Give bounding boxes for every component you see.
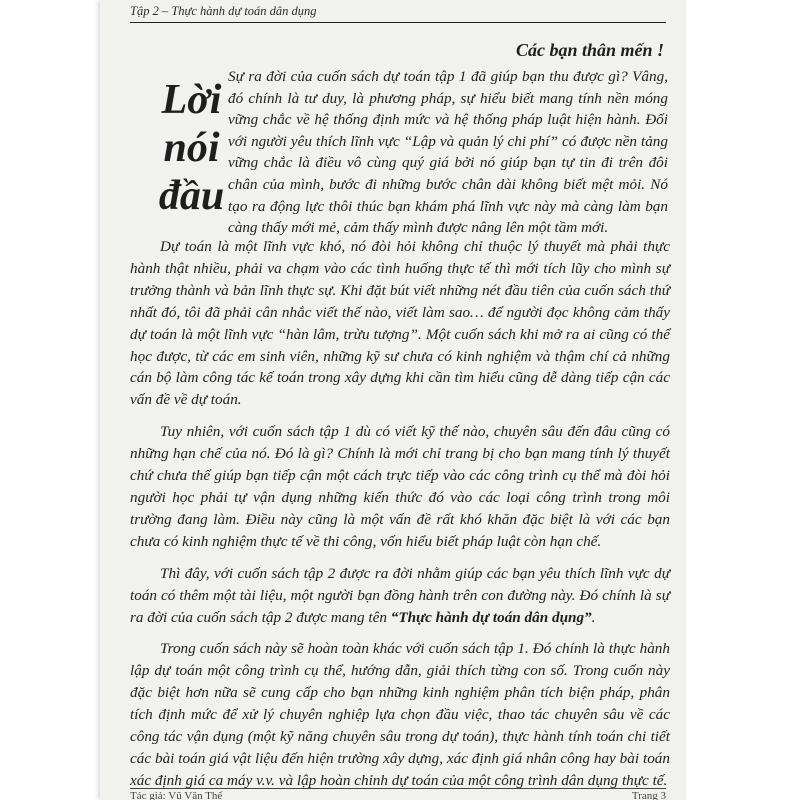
paragraph-text: Thì đây, với cuốn sách tập 2 được ra đời nhằm giúp các bạn yêu thích lĩnh vực dự toán có thêm một tài liệu, một người bạn đồng hành trên con đường này. Đó chính là sự ra đời của cuốn sách tập 2 được mang tên	[130, 564, 670, 626]
chapter-title	[144, 76, 239, 220]
paragraph: Dự toán là một lĩnh vực khó, nó đòi hỏi không chỉ thuộc lý thuyết mà phải thực hành thật nhiều, phải va chạm vào các tình huống thực tế thì mới tích lũy cho mình sự trưởng thành và bản lĩnh thực sự. Khi đặt bút viết những nét đầu tiên của cuốn sách thứ nhất đó, tôi đã phải cân nhắc viết thế nào, viết làm sao… để người đọc không cảm thấy dự toán là một lĩnh vực “hàn lâm, trừu tượng”. Một cuốn sách khi mở ra ai cũng có thể học được, từ các em sinh viên, những kỹ sư chưa có kinh nghiệm và thậm chí cả những cán bộ làm công tác kế toán trong xây dựng khi cần tìm hiểu cũng dễ dàng tiếp cận các vấn đề về dự toán.	[130, 238, 670, 409]
running-head: Tập 2 – Thực hành dự toán dân dụng	[130, 4, 666, 23]
paragraph: Trong cuốn sách này sẽ hoàn toàn khác với cuốn sách tập 1. Đó chính là thực hành lập dự toán một công trình cụ thể, hướng dẫn, giải thích từng con số. Trong cuốn này đặc biệt hơn nữa sẽ cung cấp cho bạn những kinh nghiệm phân tích biện pháp, phân tích định mức để xử lý chuyên nghiệp lựa chọn đầu việc, thao tác chuyên sâu về các công tác vận dụng (một kỹ năng chuyên sâu trong dự toán), thực hành tính toán chi tiết các bài toán giá vật liệu đến hiện trường xây dựng, xác định giá nhân công hay bài toán xác định giá ca máy v.v. và lập hoàn chỉnh dự toán của một công trình dân dụng thực tế.	[130, 640, 670, 789]
salutation: Các bạn thân mến !	[515, 40, 664, 60]
book-page	[100, 0, 686, 800]
paragraph-text: .	[591, 608, 596, 626]
chapter-title-line: Lời	[161, 77, 222, 123]
intro-paragraph: Sự ra đời của cuốn sách dự toán tập 1 đã giúp bạn thu được gì? Vâng, đó chính là tư duy, là phương pháp, sự hiểu biết mang tính nền móng vững chắc về hệ thống định mức và hệ thống pháp luật hiện hành. Đối với người yêu thích lĩnh vực “Lập và quản lý chi phí” có được nền tảng vững chắc là điều vô cùng quý giá bởi nó giúp bạn tự tin đi trên đôi chân của mình, bước đi những bước chân dài không biết mệt mỏi. Nó tạo ra động lực thôi thúc bạn khám phá lĩnh vực này mà càng làm bạn càng thấy mới mẻ, cảm thấy mình được nâng lên một tầm mới.	[228, 68, 668, 237]
body-text	[130, 236, 670, 800]
chapter-title-line: nói	[163, 125, 220, 171]
footer-author: Tác giả: Vũ Văn Thế	[130, 790, 223, 800]
chapter-title-line: đầu	[158, 173, 225, 219]
footer-page-number: Trang 3	[631, 790, 666, 800]
book-title-emphasis: “Thực hành dự toán dân dụng”	[390, 608, 592, 626]
paragraph: Tuy nhiên, với cuốn sách tập 1 dù có viết kỹ thế nào, chuyên sâu đến đâu cũng có những hạn chế của nó. Đó là gì? Chính là mới chỉ trang bị cho bạn mang tính lý thuyết chứ chưa thể giúp bạn tiếp cận một cách trực tiếp vào các công trình cụ thể mà đòi hỏi người học phải tự vận dụng những kiến thức đó vào các loại công trình trong môi trường đang làm. Điều này cũng là một vấn đề rất khó khăn đặc biệt là với các bạn chưa có kinh nghiệm thực tế về thi công, vốn hiểu biết pháp luật còn hạn chế.	[130, 423, 670, 550]
paragraph	[130, 563, 670, 629]
page-footer	[130, 788, 666, 800]
